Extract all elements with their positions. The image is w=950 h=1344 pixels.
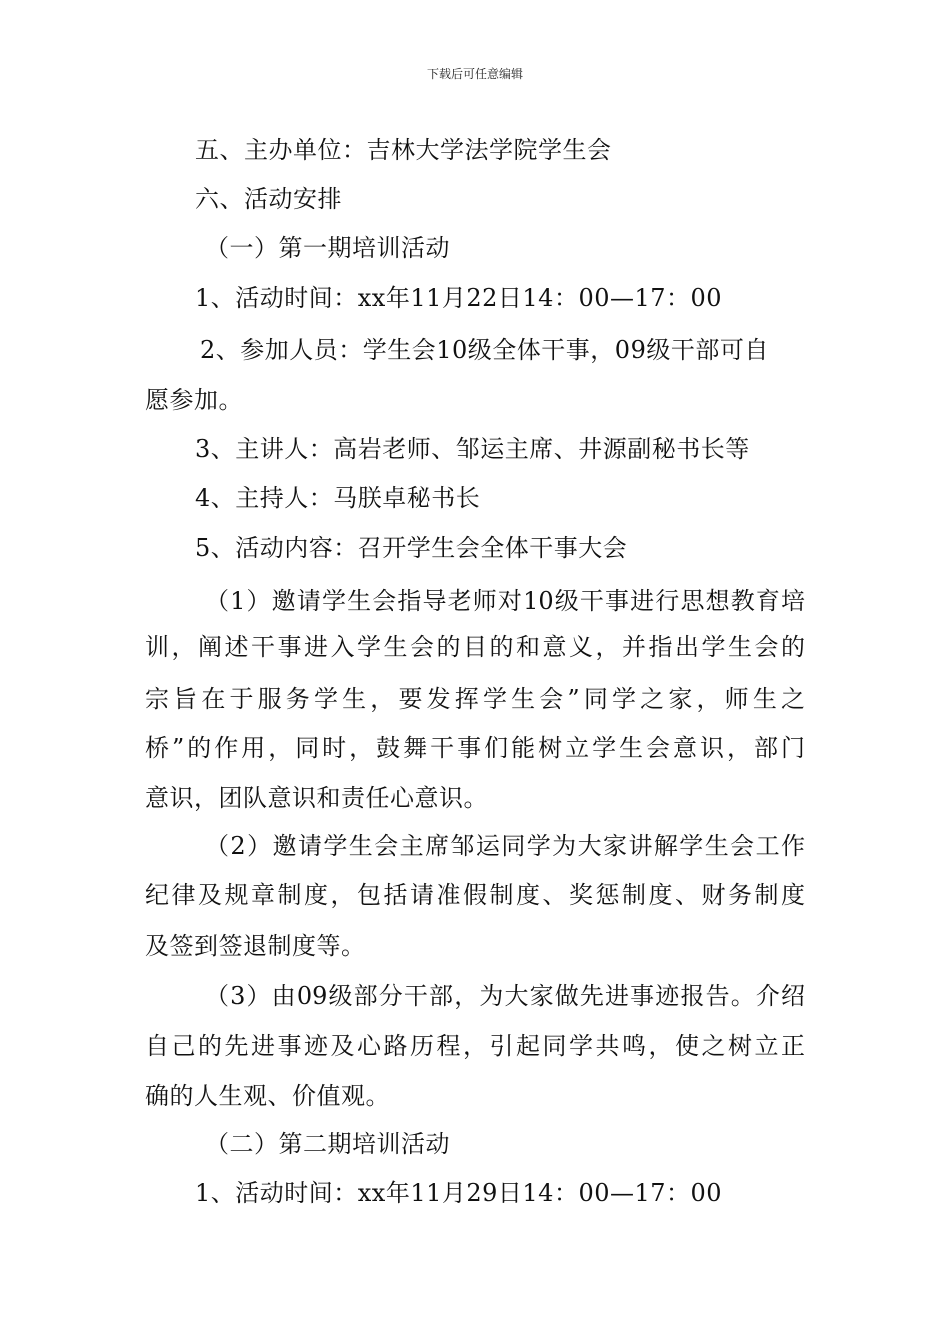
paragraph-2-line3: 及签到签退制度等。 [145,932,366,960]
page-header: 下载后可任意编辑 [426,67,523,81]
item-speakers: 3、主讲人：高岩老师、邹运主席、井源副秘书长等 [195,435,750,463]
paragraph-3-line2: 自己的先进事迹及心路历程，引起同学共鸣，使之树立正 [145,1032,805,1060]
paragraph-1-line5: 意识，团队意识和责任心意识。 [145,784,488,812]
item-content: 5、活动内容：召开学生会全体干事大会 [195,534,628,562]
section-schedule-heading: 六、活动安排 [195,185,342,213]
item-participants-line1: 2、参加人员：学生会10级全体干事，09级干部可自 [200,336,769,364]
paragraph-3-line1: （3）由09级部分干部，为大家做先进事迹报告。介绍 [205,982,805,1010]
item-first-time: 1、活动时间：xx年11月22日14：00—17：00 [195,284,723,312]
subsection-second-training: （二）第二期培训活动 [205,1130,450,1158]
paragraph-1-line2: 训，阐述干事进入学生会的目的和意义，并指出学生会的 [145,633,805,661]
subsection-first-training: （一）第一期培训活动 [205,234,450,262]
paragraph-1-line1: （1）邀请学生会指导老师对10级干事进行思想教育培 [205,587,805,615]
paragraph-2-line1: （2）邀请学生会主席邹运同学为大家讲解学生会工作 [205,832,805,860]
item-host: 4、主持人：马朕卓秘书长 [195,484,481,512]
section-organizer: 五、主办单位：吉林大学法学院学生会 [195,136,612,164]
paragraph-2-line2: 纪律及规章制度，包括请准假制度、奖惩制度、财务制度 [145,881,805,909]
paragraph-1-line4: 桥”的作用，同时，鼓舞干事们能树立学生会意识，部门 [145,734,805,762]
paragraph-3-line3: 确的人生观、价值观。 [145,1082,390,1110]
item-participants-line2: 愿参加。 [145,386,243,414]
item-second-time: 1、活动时间：xx年11月29日14：00—17：00 [195,1179,723,1207]
paragraph-1-line3: 宗旨在于服务学生，要发挥学生会”同学之家，师生之 [145,685,805,713]
